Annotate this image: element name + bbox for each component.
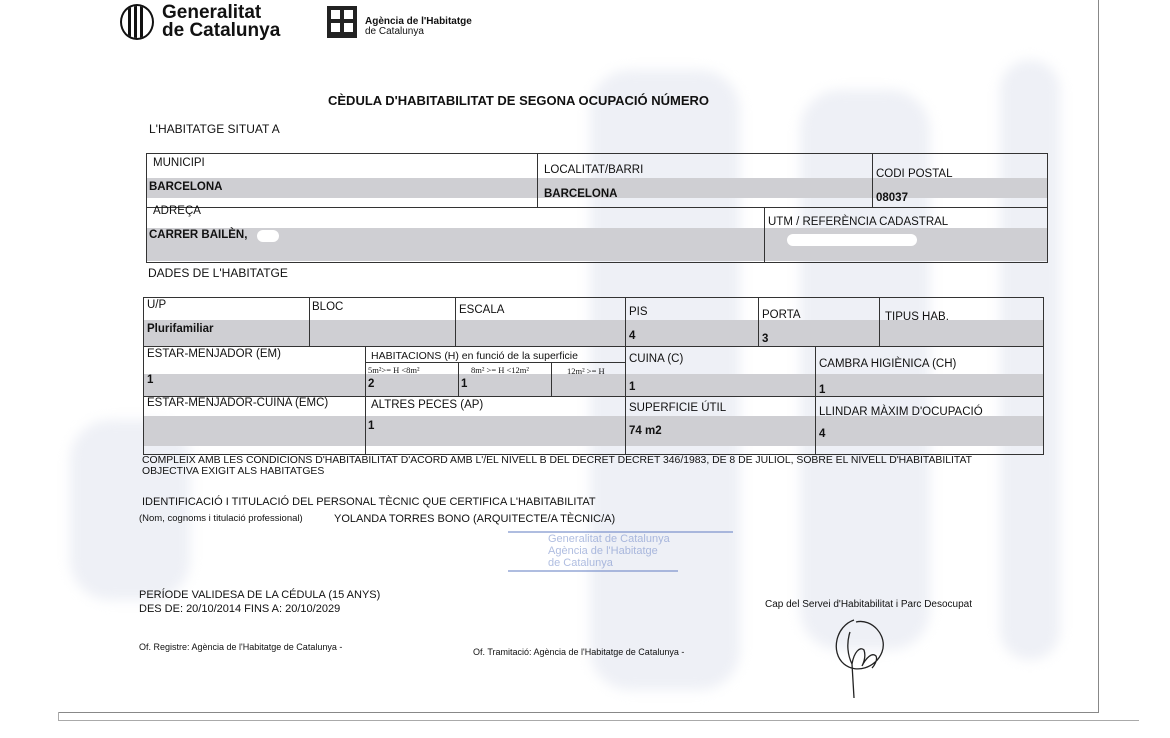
compliance-line2: OBJECTIVA EXIGIT ALS HABITATGES	[142, 466, 325, 477]
stamp-line2: Agència de l'Habitatge	[548, 545, 658, 557]
superficie-value: 74 m2	[629, 425, 662, 437]
porta-label: PORTA	[762, 309, 801, 321]
page-edge	[58, 712, 1139, 721]
stamp-line3: de Catalunya	[548, 557, 613, 569]
official-stamp	[508, 525, 733, 575]
redaction	[787, 234, 917, 246]
validity-dates: DES DE: 20/10/2014 FINS A: 20/10/2029	[139, 603, 341, 615]
bloc-label: BLOC	[312, 301, 344, 313]
up-value: Plurifamiliar	[147, 323, 214, 335]
location-table	[146, 153, 1048, 263]
em-value: 1	[147, 374, 154, 386]
habitacions-sub3: 12m² >= H	[567, 366, 605, 376]
em-label: ESTAR-MENJADOR (EM)	[147, 348, 281, 360]
porta-value: 3	[762, 333, 769, 345]
dwelling-table	[143, 297, 1044, 455]
habitacions-value2: 1	[461, 378, 468, 390]
adreca-label: ADREÇA	[153, 205, 201, 217]
pis-label: PIS	[629, 306, 648, 318]
municipi-value: BARCELONA	[149, 181, 223, 193]
compliance-line1: COMPLEIX AMB LES CONDICIONS D'HABITABILITAT D'ACORD AMB L'/EL NIVELL B DEL DECRET DECRET 346/1983, DE 8 DE JULIOL, SOBRE EL NIVELL D'HABITABILITAT	[142, 455, 973, 466]
emc-label: ESTAR-MENJADOR-CUINA (EMC)	[147, 397, 329, 409]
cambra-label: CAMBRA HIGIÈNICA (CH)	[819, 358, 957, 370]
tech-name: YOLANDA TORRES BONO (ARQUITECTE/A TÈCNIC/A)	[334, 513, 616, 525]
registre-office: Of. Registre: Agència de l'Habitatge de Catalunya -	[139, 642, 343, 652]
location-heading: L'HABITATGE SITUAT A	[149, 122, 280, 136]
cuina-value: 1	[629, 381, 636, 393]
llindar-value: 4	[819, 428, 826, 440]
tramitacio-office: Of. Tramitació: Agència de l'Habitatge de Catalunya -	[473, 647, 685, 657]
validity-label: PERÍODE VALIDESA DE LA CÉDULA (15 ANYS)	[139, 589, 381, 601]
habitacions-sub2: 8m² >= H <12m²	[471, 365, 529, 375]
altres-peces-value: 1	[368, 420, 375, 432]
escala-label: ESCALA	[459, 304, 505, 316]
localitat-value: BARCELONA	[544, 188, 618, 200]
codi-postal-label: CODI POSTAL	[876, 168, 953, 180]
stamp-line1: Generalitat de Catalunya	[548, 533, 670, 545]
adreca-value: CARRER BAILÈN,	[149, 229, 248, 241]
utm-label: UTM / REFERÈNCIA CADASTRAL	[768, 216, 949, 228]
habitacions-sub1: 5m²>= H <8m²	[368, 365, 420, 375]
localitat-label: LOCALITAT/BARRI	[544, 164, 644, 176]
llindar-label: LLINDAR MÀXIM D'OCUPACIÓ	[819, 406, 983, 418]
up-label: U/P	[147, 299, 167, 311]
document-title: CÈDULA D'HABITABILITAT DE SEGONA OCUPACIÓ NÚMERO	[328, 93, 710, 108]
tech-heading: IDENTIFICACIÓ I TITULACIÓ DEL PERSONAL TÈCNIC QUE CERTIFICA L'HABITABILITAT	[142, 496, 596, 508]
pis-value: 4	[629, 330, 636, 342]
redaction	[257, 230, 279, 242]
municipi-label: MUNICIPI	[153, 157, 205, 169]
agency-line1: Agència de l'Habitatge	[365, 16, 472, 27]
generalitat-line1: Generalitat	[162, 2, 262, 23]
habitacions-value1: 2	[368, 378, 375, 390]
superficie-label: SUPERFICIE ÚTIL	[629, 402, 727, 414]
generalitat-logo	[120, 4, 280, 40]
tech-prefix: (Nom, cognoms i titulació professional)	[139, 513, 303, 524]
dwelling-heading: DADES DE L'HABITATGE	[148, 266, 288, 280]
agency-line2: de Catalunya	[365, 26, 424, 37]
generalitat-line2: de Catalunya	[162, 20, 281, 41]
altres-peces-label: ALTRES PECES (AP)	[371, 399, 484, 411]
agency-logo	[327, 6, 472, 38]
agency-grid-icon	[327, 6, 357, 38]
signature-icon	[828, 612, 898, 702]
generalitat-emblem-icon	[120, 4, 154, 40]
cambra-value: 1	[819, 384, 826, 396]
habitacions-label: HABITACIONS (H) en funció de la superficie	[371, 350, 578, 362]
tipus-label: TIPUS HAB.	[885, 311, 949, 323]
signer-title: Cap del Servei d'Habitabilitat i Parc Desocupat	[765, 599, 973, 610]
cuina-label: CUINA (C)	[629, 353, 684, 365]
codi-postal-value: 08037	[876, 192, 908, 204]
